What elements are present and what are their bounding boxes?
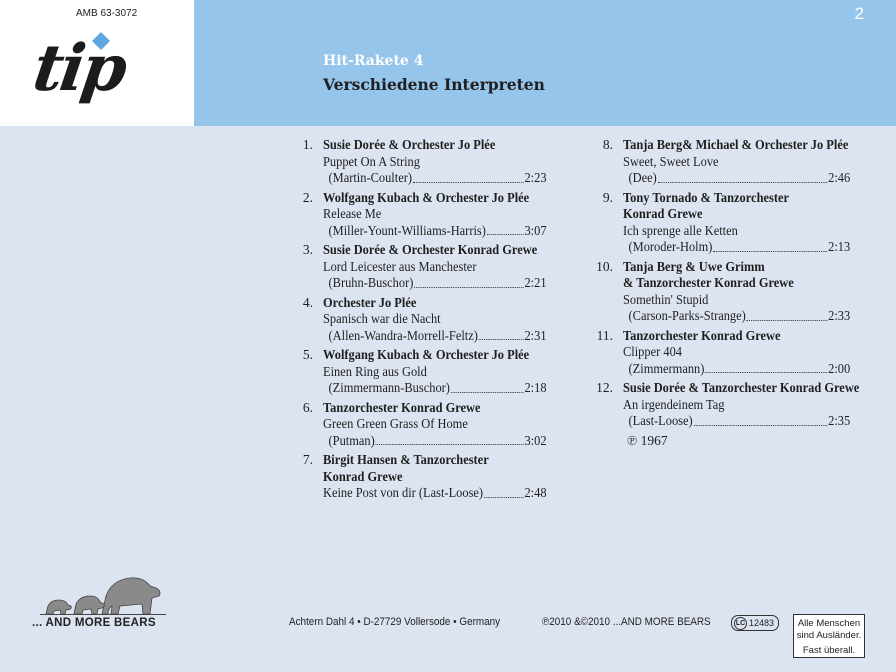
lc-logo-icon: LC — [734, 617, 747, 630]
track-credit-line — [323, 485, 547, 502]
track-item — [296, 137, 566, 187]
track-item — [296, 295, 566, 345]
track-duration: 2:48 — [524, 485, 547, 500]
track-composers: (Last-Loose) — [628, 413, 693, 428]
track-item — [596, 259, 870, 325]
track-item — [596, 137, 870, 187]
track-credit-line — [323, 380, 547, 397]
brand-logo: tip — [28, 31, 129, 106]
track-duration: 2:13 — [828, 239, 851, 254]
track-title: Ich sprenge alle Ketten — [623, 222, 738, 238]
track-credit-line — [623, 308, 850, 325]
header-band — [194, 0, 896, 126]
track-artist: Tanzorchester Konrad Grewe — [323, 399, 481, 415]
dot-leader — [484, 485, 524, 498]
brand-logo-panel — [0, 0, 194, 126]
track-artist: Tanja Berg & Uwe Grimm — [623, 258, 765, 274]
track-duration: 2:18 — [524, 380, 547, 395]
track-artist: Wolfgang Kubach & Orchester Jo Plée — [323, 189, 530, 205]
tracklist-left-column — [296, 137, 566, 505]
track-number: 2. — [302, 189, 313, 205]
track-credit-line — [323, 223, 547, 240]
track-title: Green Green Grass Of Home — [323, 416, 468, 431]
track-credit-line — [623, 413, 850, 430]
track-number: 1. — [302, 137, 313, 152]
dot-leader — [658, 170, 828, 183]
label-code: 12483 — [749, 618, 775, 628]
track-composers: (Moroder-Holm) — [628, 239, 713, 254]
track-composers: (Putman) — [328, 432, 375, 448]
track-number: 10. — [596, 258, 613, 274]
track-title: An irgendeinem Tag — [623, 396, 725, 412]
track-composers: (Zimmermann) — [628, 360, 705, 376]
track-item — [296, 452, 566, 502]
track-number: 5. — [302, 347, 313, 362]
track-duration: 2:00 — [828, 360, 851, 376]
track-duration: 2:23 — [524, 170, 547, 185]
track-duration: 2:46 — [828, 170, 851, 185]
dot-leader — [376, 433, 524, 446]
track-artist: Susie Dorée & Orchester Jo Plée — [323, 137, 496, 152]
dot-leader — [414, 275, 523, 288]
track-credit-line — [623, 239, 850, 256]
track-artist: Konrad Grewe — [623, 206, 703, 221]
track-duration: 2:21 — [524, 275, 547, 290]
track-item — [296, 242, 566, 292]
track-artist: Birgit Hansen & Tanzorchester — [323, 452, 489, 467]
track-title: Clipper 404 — [623, 344, 682, 359]
track-number: 8. — [602, 137, 613, 152]
dot-leader — [479, 328, 524, 341]
track-credit-line — [323, 328, 547, 345]
track-composers: (Carson-Parks-Strange) — [628, 308, 746, 323]
track-title: Lord Leicester aus Manchester — [323, 258, 477, 274]
track-title: Einen Ring aus Gold — [323, 363, 427, 379]
track-artist: & Tanzorchester Konrad Grewe — [623, 275, 794, 290]
label-code-badge — [731, 615, 779, 631]
track-artist: Tanja Berg& Michael & Orchester Jo Plée — [623, 137, 849, 152]
track-title: Spanisch war die Nacht — [323, 311, 441, 326]
track-number: 3. — [302, 242, 313, 257]
track-duration: 3:02 — [524, 432, 547, 448]
track-number: 6. — [302, 399, 313, 415]
dot-leader — [705, 361, 827, 374]
track-number: 7. — [302, 452, 313, 467]
album-title: Hit-Rakete 4 — [323, 53, 424, 69]
track-item — [596, 380, 870, 430]
copyright-notice: ℗2010 &©2010 ...AND MORE BEARS — [542, 616, 711, 628]
track-artist: Susie Dorée & Orchester Konrad Grewe — [323, 242, 538, 257]
dot-leader — [694, 413, 828, 426]
track-item — [296, 190, 566, 240]
catalog-number: AMB 63-3072 — [76, 8, 138, 19]
track-item — [596, 190, 870, 256]
track-number: 9. — [602, 189, 613, 205]
track-composers: (Martin-Coulter) — [328, 170, 412, 185]
track-composers: (Allen-Wandra-Morrell-Feltz) — [328, 327, 478, 343]
track-credit-line — [323, 275, 547, 292]
track-artist: Orchester Jo Plée — [323, 294, 417, 310]
dot-leader — [487, 223, 524, 236]
track-title: Release Me — [323, 206, 382, 221]
dot-leader — [413, 170, 524, 183]
track-item — [296, 347, 566, 397]
track-artist: Tony Tornado & Tanzorchester — [623, 189, 789, 205]
track-composers: (Last-Loose) — [418, 485, 484, 500]
slogan-badge — [793, 614, 865, 658]
track-composers: (Bruhn-Buschor) — [328, 275, 414, 290]
label-address: Achtern Dahl 4 • D-27729 Vollersode • Germany — [289, 616, 501, 628]
dot-leader — [713, 239, 827, 252]
track-duration: 2:31 — [524, 327, 547, 343]
track-item — [596, 328, 870, 378]
track-title: Puppet On A String — [323, 153, 420, 169]
track-artist: Susie Dorée & Tanzorchester Konrad Grewe — [623, 380, 860, 395]
track-title: Somethin' Stupid — [623, 291, 709, 307]
track-composers: (Zimmermann-Buschor) — [328, 380, 450, 395]
track-number: 12. — [596, 380, 613, 395]
track-duration: 2:35 — [828, 413, 851, 428]
track-credit-line — [623, 361, 850, 378]
phonogram-year: ℗ 1967 — [627, 432, 668, 448]
slogan-line-1: Alle Menschen — [797, 618, 861, 629]
track-composers: (Dee) — [628, 170, 657, 185]
track-duration: 2:33 — [828, 308, 851, 323]
page-number: 2 — [854, 4, 864, 23]
track-composers: (Miller-Yount-Williams-Harris) — [328, 222, 486, 238]
track-credit-line — [323, 433, 547, 450]
slogan-line-3: Fast überall. — [802, 645, 856, 656]
dot-leader — [747, 308, 828, 321]
track-title: Sweet, Sweet Love — [623, 153, 719, 169]
track-number: 11. — [596, 327, 613, 343]
track-credit-line — [623, 170, 850, 187]
tracklist-right-column — [596, 137, 870, 449]
bears-logo-icon — [40, 574, 166, 618]
slogan-line-2: sind Ausländer. — [796, 630, 862, 641]
label-name: ... AND MORE BEARS — [32, 617, 156, 629]
track-item — [296, 400, 566, 450]
album-artist: Verschiedene Interpreten — [323, 75, 545, 94]
track-artist: Wolfgang Kubach & Orchester Jo Plée — [323, 347, 530, 362]
track-title: Keine Post von dir — [323, 485, 416, 500]
track-artist: Tanzorchester Konrad Grewe — [623, 327, 781, 343]
track-number: 4. — [302, 294, 313, 310]
track-credit-line — [323, 170, 547, 187]
track-artist: Konrad Grewe — [323, 468, 403, 484]
dot-leader — [451, 380, 524, 393]
track-duration: 3:07 — [524, 222, 547, 238]
